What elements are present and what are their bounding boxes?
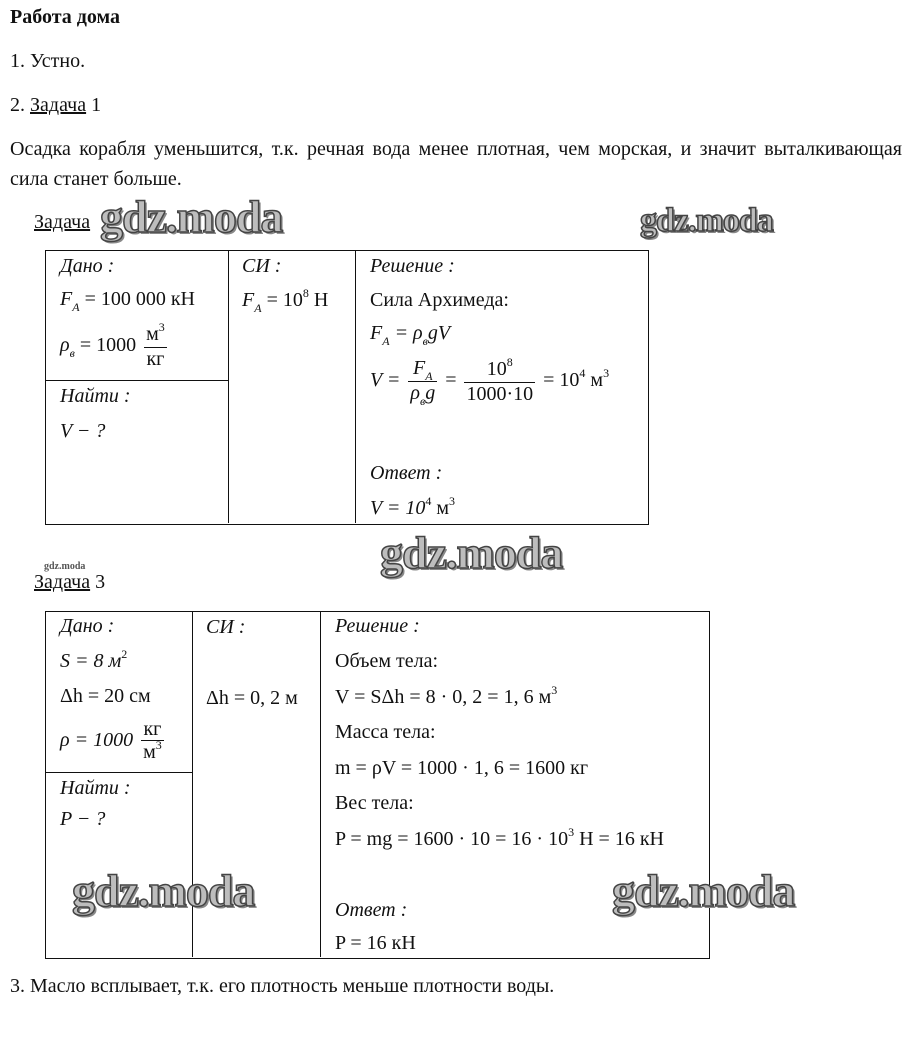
task-3-si-dh: Δh = 0, 2 м (206, 687, 298, 709)
task-3-find-value: P − ? (60, 808, 106, 830)
watermark-logo: gdz.moda (612, 865, 795, 916)
task-2-solution-header: Решение : (370, 255, 455, 277)
task-2-answer-header: Ответ : (370, 462, 443, 484)
task-2-find-value: V − ? (60, 420, 106, 442)
task-3-col-divider-2 (320, 611, 321, 957)
task-3-mass-label: Масса тела: (335, 721, 436, 743)
task-3-num: 3 (95, 571, 106, 593)
task-3-answer-header: Ответ : (335, 899, 408, 921)
task-2-row-divider (45, 380, 228, 381)
item-2 (10, 94, 101, 117)
task-3-volume-label: Объем тела: (335, 650, 439, 672)
task-3-given-dh: Δh = 20 см (60, 685, 151, 707)
page-title: Работа дома (10, 6, 120, 28)
task-3-given-header: Дано : (60, 615, 115, 637)
task-2-col-divider-1 (228, 250, 229, 523)
task-2-archimedes-label: Сила Архимеда: (370, 289, 509, 311)
task-3-mass-formula: m = ρV = 1000 · 1, 6 = 1600 кг (335, 757, 589, 779)
task-3-given-s: S = 8 $м^2$ (60, 647, 128, 672)
item-3: 3. Масло всплывает, т.к. его плотность меньше плотности воды. (10, 975, 555, 997)
task-2-col-divider-2 (355, 250, 356, 523)
task-1-answer: Осадка корабля уменьшится, т.к. речная вода менее плотная, чем морская, и значит выталкивающая сила станет больше. (10, 138, 902, 190)
task-3-solution-header: Решение : (335, 615, 420, 637)
watermark-logo: gdz.moda (72, 865, 255, 916)
item-1: 1. Устно. (10, 50, 86, 72)
task-3-find-header: Найти : (60, 777, 131, 799)
task-2-given-rho: $\rho_в = 1000$ $\frac{м^3}{кг}$ (60, 320, 165, 370)
watermark-logo: gdz.moda (100, 191, 283, 242)
task-2-label: Задача (34, 211, 91, 233)
task-2-given-header: Дано : (60, 255, 115, 277)
task-3-volume-formula: V = SΔh = 8 · 0, 2 = 1, 6 $м^3$ (335, 683, 558, 708)
task-3-weight-label: Вес тела: (335, 792, 414, 814)
task-2-given-fa: $F_A = 100$ 000 кН (60, 288, 196, 314)
watermark-small: gdz.moda (44, 561, 86, 572)
task-3-label: Задача (34, 571, 91, 593)
watermark-logo: gdz.moda (380, 527, 563, 578)
task-3-answer: P = 16 кН (335, 932, 416, 954)
watermark-logo: gdz.moda (640, 202, 773, 239)
task-2-si-header: СИ : (242, 255, 282, 277)
task-2-volume-formula: V = $\frac{F_A}{\rho_вg}$ = $\frac{10^8}{1000\cdot 10}$ = $10^4$ $м^3$ (370, 355, 610, 408)
task-2-find-header: Найти : (60, 385, 131, 407)
task-3-weight-formula: P = mg = $1600 \cdot 10 = 16 \cdot 10^3$ Н = 16 кН (335, 825, 664, 850)
task-3-heading (34, 571, 105, 594)
task-2-si-fa: $F_A = 10^8$ Н (242, 286, 329, 315)
task-3-row-divider (45, 772, 192, 773)
task-3-si-header: СИ : (206, 616, 246, 638)
task-2-archimedes-formula: $F_A = \rho_вgV$ (370, 322, 451, 348)
task-1-label: Задача (30, 94, 87, 116)
task-1-num: 1 (91, 94, 102, 116)
task-3-given-rho: ρ = 1000 $\frac{кг}{м^3}$ (60, 718, 162, 763)
item-2-num: 2. (10, 94, 25, 116)
task-2-answer: $V = 10^4$ $м^3$ (370, 494, 456, 519)
